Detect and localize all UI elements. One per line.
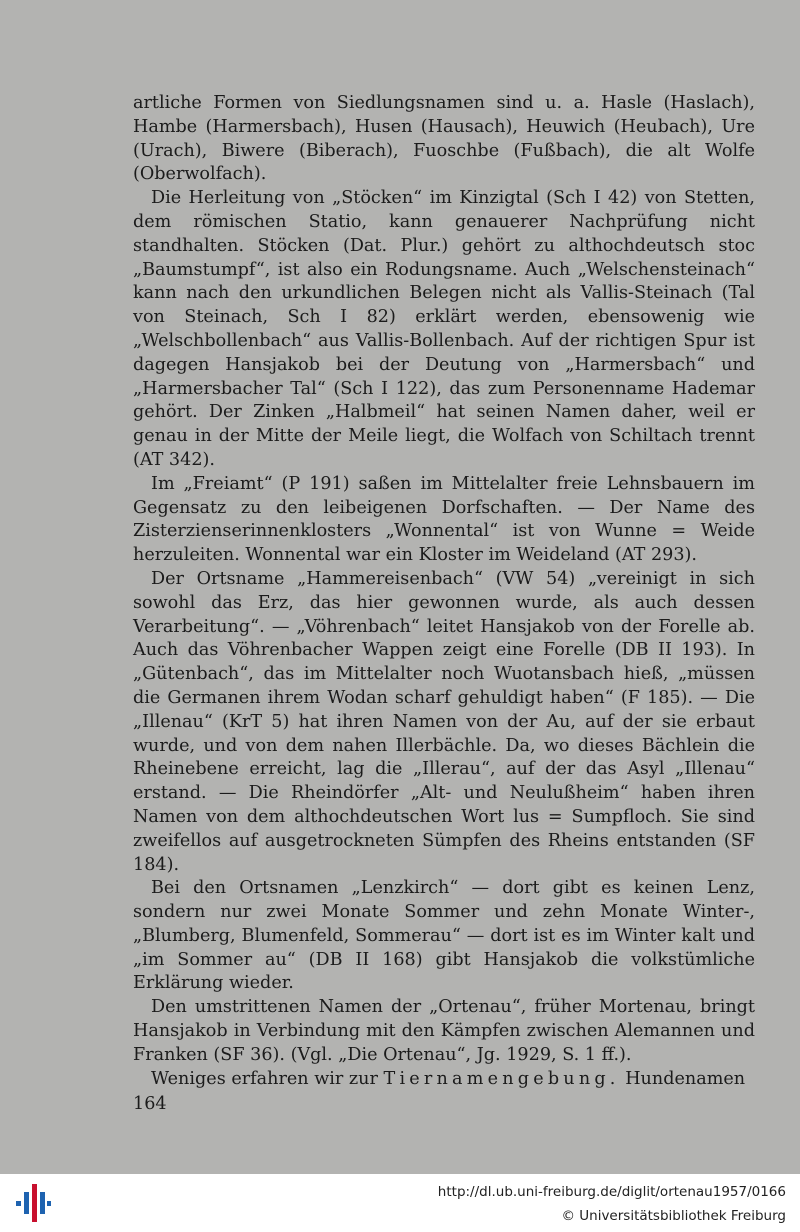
paragraph: Bei den Ortsnamen „Lenzkirch“ — dort gibt es keinen Lenz, sondern nur zwei Monate Sommer und zehn Monate Winter-, „Blumberg, Blumenfeld, Sommerau“ — dort ist es im Winter kalt und „im Sommer au“ (DB II 168) gibt Hansjakob die volkstümliche Erklärung wieder. <box>133 878 755 994</box>
paragraph <box>133 1068 755 1092</box>
spaced-term: Tiernamengebung. <box>383 1068 620 1089</box>
page-number: 164 <box>133 1094 167 1114</box>
paragraph-text: Hundenamen <box>619 1068 746 1089</box>
paragraph: Im „Freiamt“ (P 191) saßen im Mittelalter freie Lehnsbauern im Gegensatz zu den leibeigenen Dorfschaften. — Der Name des Zisterzienserinnenklosters „Wonnental“ ist von Wunne = Weide herzuleiten. Wonnental war ein Kloster im Weideland (AT 293). <box>133 473 755 566</box>
paragraph: Den umstrittenen Namen der „Ortenau“, früher Mortenau, bringt Hansjakob in Verbindung mit den Kämpfen zwischen Alemannen und Franken (SF 36). (Vgl. „Die Ortenau“, Jg. 1929, S. 1 ff.). <box>133 997 755 1065</box>
paragraph: artliche Formen von Siedlungsnamen sind u. a. Hasle (Haslach), Hambe (Harmersbach), Husen (Hausach), Heuwich (Heubach), Ure (Urach), Biwere (Biberach), Fuoschbe (Fußbach), die alt Wolfe (Oberwolfach). <box>133 93 755 185</box>
source-url-link[interactable]: http://dl.ub.uni-freiburg.de/diglit/ortenau1957/0166 <box>437 1184 786 1200</box>
paragraph-text: Weniges erfahren wir zur <box>151 1068 384 1089</box>
paragraph: Der Ortsname „Hammereisenbach“ (VW 54) „vereinigt in sich sowohl das Erz, das hier gewonnen wurde, als auch dessen Verarbeitung“. — „Vöhrenbach“ leitet Hansjakob von der Forelle ab. Auch das Vöhrenbacher Wappen zeigt eine Forelle (DB II 193). In „Gütenbach“, das im Mittelalter noch Wuotansbach hieß, „müssen die Germanen ihrem Wodan scharf gehuldigt haben“ (F 185). — Die „Illenau“ (KrT 5) hat ihren Namen von der Au, auf der sie erbaut wurde, und von dem nahen Illerbächle. Da, wo dieses Bächlein die Rheinebene erreicht, lag die „Illerau“, auf der das Asyl „Illenau“ erstand. — Die Rheindörfer „Alt- und Neulußheim“ haben ihren Namen von dem althochdeutschen Wort lus = Sumpfloch. Sie sind zweifellos auf ausgetrockneten Sümpfen des Rheins entstanden (SF 184). <box>133 568 755 875</box>
paragraph: Die Herleitung von „Stöcken“ im Kinzigtal (Sch I 42) von Stetten, dem römischen Statio, kann genauerer Nachprüfung nicht standhalten. Stöcken (Dat. Plur.) gehört zu althochdeutsch stoc „Baumstumpf“, ist also ein Rodungsname. Auch „Welschensteinach“ kann nach den urkundlichen Belegen nicht als Vallis-Steinach (Tal von Steinach, Sch I 82) erklärt werden, ebensowenig wie „Welschbollenbach“ aus Vallis-Bollenbach. Auf der richtigen Spur ist dagegen Hansjakob bei der Deutung von „Harmersbach“ und „Harmersbacher Tal“ (Sch I 122), das zum Personenname Hademar gehört. Der Zinken „Halbmeil“ hat seinen Namen daher, weil er genau in der Mitte der Meile liegt, die Wolfach von Schiltach trennt (AT 342). <box>133 188 755 470</box>
footer-bar <box>0 1174 800 1232</box>
library-logo-icon <box>14 1182 52 1224</box>
copyright-text: © Universitätsbibliothek Freiburg <box>561 1208 786 1224</box>
body-text <box>133 92 755 1091</box>
